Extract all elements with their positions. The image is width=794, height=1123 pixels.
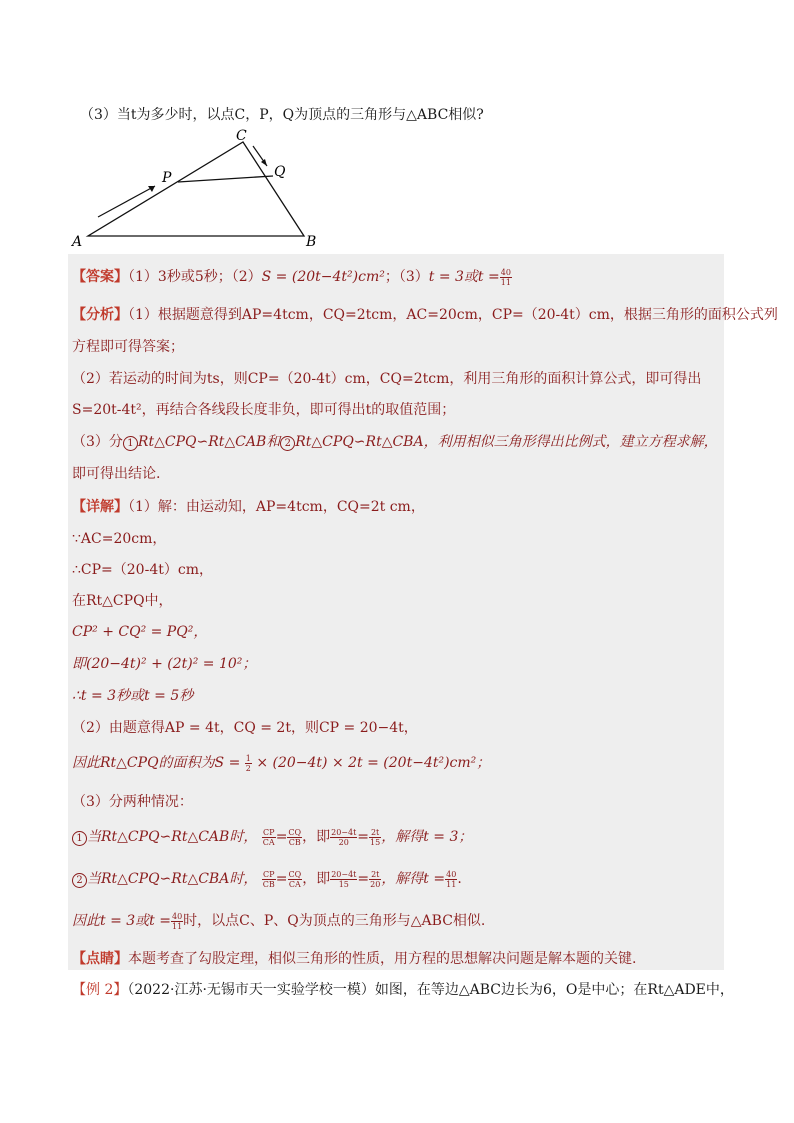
segment-pq xyxy=(178,176,273,182)
case-1-line: 1 当Rt△CPQ∽Rt△CAB时， $\frac{CP}{CA}$ = $\frac{CQ}{CB}$ ，即 $\frac{20-4t}{20}$ = $\frac{2t}{15}$ ，解得t = 3； xyxy=(72,826,472,847)
question-text: （3）当t为多少时，以点C，P，Q为顶点的三角形与△ABC相似? xyxy=(80,107,484,123)
label-p: P xyxy=(162,170,172,186)
arrow-cq-head xyxy=(261,159,267,166)
case-2-line: 2 当Rt△CPQ∽Rt△CBA时， $\frac{CP}{CB}$ = $\frac{CQ}{CA}$ ，即 $\frac{20-4t}{15}$ = $\frac{2t}{20}$ ，解得t = $\frac{40}{11}$ . xyxy=(72,868,462,889)
analysis-line-2: 方程即可得答案； xyxy=(72,339,184,355)
analysis-line-4: S=20t-4t²，再结合各线段长度非负，即可得出t的取值范围； xyxy=(72,402,456,418)
detail-line-2: ∵AC=20cm， xyxy=(72,531,167,547)
triangle-figure xyxy=(60,124,330,254)
solution-panel xyxy=(68,254,724,970)
triangle-abc xyxy=(88,142,304,236)
detail-line-10: （3）分两种情况： xyxy=(72,794,193,810)
label-c: C xyxy=(236,128,247,144)
analysis-line-5: （3）分 1 Rt△CPQ∽Rt△CAB和 2 Rt△CPQ∽Rt△CBA，利用相似三角形得出比例式，建立方程求解， xyxy=(72,434,718,450)
detail-line-6: 即(20−4t)² + (2t)² = 10²； xyxy=(72,656,257,672)
analysis-line-1: 【分析】（1）根据题意得到AP=4tcm，CQ=2tcm，AC=20cm，CP=（20-4t）cm，根据三角形的面积公式列 xyxy=(72,307,778,323)
detail-line-9: 因此Rt△CPQ的面积为S = $\frac{1}{2}$ × (20−4t) × 2t = (20t−4t²)cm²； xyxy=(72,753,491,773)
detail-line-7: ∴t = 3秒或t = 5秒 xyxy=(72,688,194,704)
detail-line-3: ∴CP=（20-4t）cm， xyxy=(72,562,213,578)
answer-line: 【答案】（1）3秒或5秒；（2）S = (20t−4t²)cm²；（3）t = 3或t = $\frac{40}{11}$ xyxy=(72,267,511,287)
comment-line: 【点睛】本题考查了勾股定理，相似三角形的性质，用方程的思想解决问题是解本题的关键. xyxy=(72,951,637,967)
analysis-line-3: （2）若运动的时间为ts，则CP=（20-4t）cm，CQ=2tcm，利用三角形的面积计算公式，即可得出 xyxy=(72,371,702,387)
analysis-line-6: 即可得出结论. xyxy=(72,466,161,482)
label-a: A xyxy=(72,234,83,250)
conclusion-line: 因此t = 3或t = $\frac{40}{11}$ 时，以点C、P、Q为顶点的三角形与△ABC相似. xyxy=(72,911,486,931)
label-b: B xyxy=(306,234,317,250)
detail-line-4: 在Rt△CPQ中， xyxy=(72,593,173,609)
detail-line-8: （2）由题意得AP = 4t，CQ = 2t，则CP = 20−4t， xyxy=(72,720,418,736)
detail-line-1: 【详解】（1）解：由运动知，AP=4tcm，CQ=2t cm， xyxy=(72,499,425,515)
label-q: Q xyxy=(274,164,286,180)
detail-line-5: CP² + CQ² = PQ²， xyxy=(72,624,208,640)
example-2-line: 【例 2】（2022·江苏·无锡市天一实验学校一模）如图，在等边△ABC边长为6，O是中心；在Rt△ADE中， xyxy=(72,982,734,998)
